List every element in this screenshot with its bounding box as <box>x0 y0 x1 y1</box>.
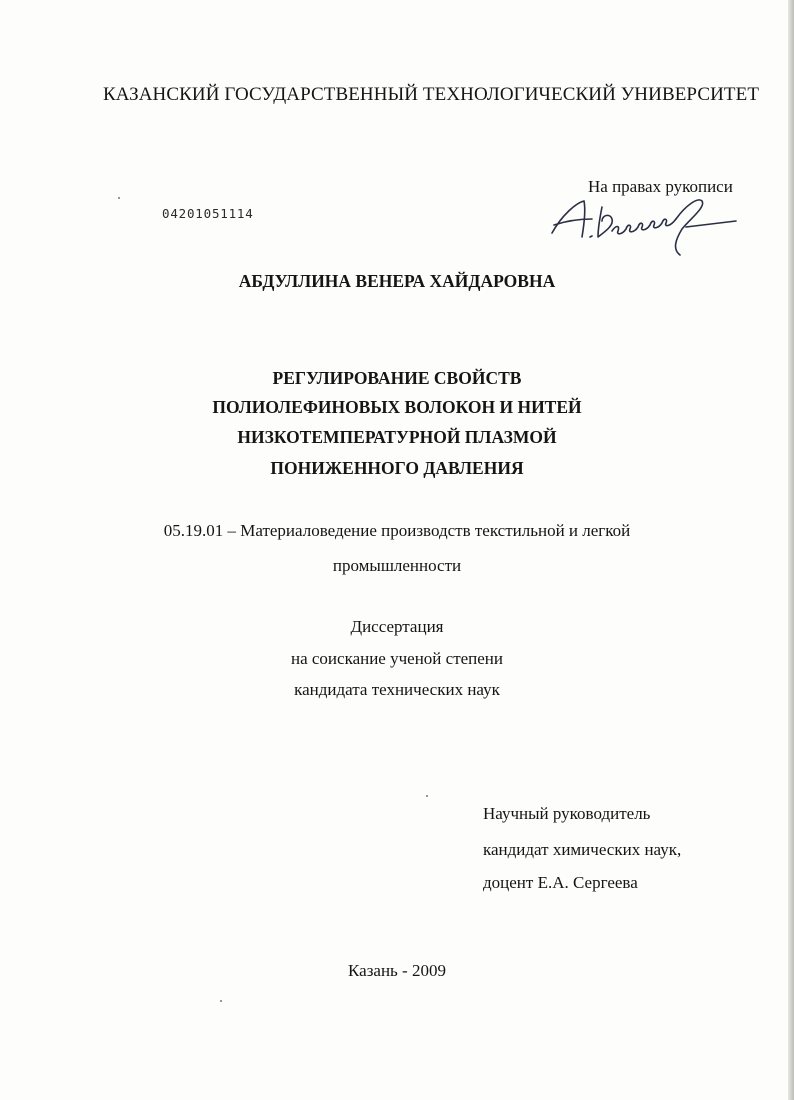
signature-icon <box>540 185 740 260</box>
author-name: АБДУЛЛИНА ВЕНЕРА ХАЙДАРОВНА <box>238 271 556 291</box>
dissertation-title-line: ПОНИЖЕННОГО ДАВЛЕНИЯ <box>270 458 524 478</box>
degree-statement-line: кандидата технических наук <box>294 680 500 699</box>
dissertation-title-line: НИЗКОТЕМПЕРАТУРНОЙ ПЛАЗМОЙ <box>237 427 557 447</box>
scan-speck <box>118 197 120 199</box>
degree-statement-line: на соискание ученой степени <box>290 649 504 668</box>
scan-page-edge <box>788 0 794 1100</box>
degree-statement-line: Диссертация <box>350 617 444 636</box>
scan-speck <box>220 1000 222 1002</box>
university-name: КАЗАНСКИЙ ГОСУДАРСТВЕННЫЙ ТЕХНОЛОГИЧЕСКИЙ УНИВЕРСИТЕТ <box>102 84 760 105</box>
dissertation-title-line: ПОЛИОЛЕФИНОВЫХ ВОЛОКОН И НИТЕЙ <box>212 397 582 417</box>
dissertation-title-line: РЕГУЛИРОВАНИЕ СВОЙСТВ <box>272 368 522 388</box>
specialty-line: 05.19.01 – Материаловедение производств текстильной и легкой <box>163 521 631 540</box>
specialty-line: промышленности <box>332 556 462 575</box>
manuscript-rights-note: На правах рукописи <box>588 177 733 196</box>
scan-speck <box>426 795 428 797</box>
supervisor-line: доцент Е.А. Сергеева <box>483 873 638 892</box>
supervisor-line: кандидат химических наук, <box>483 840 682 859</box>
city-year: Казань - 2009 <box>348 961 446 980</box>
registration-code: 04201051114 <box>162 206 254 221</box>
supervisor-line: Научный руководитель <box>483 804 651 823</box>
